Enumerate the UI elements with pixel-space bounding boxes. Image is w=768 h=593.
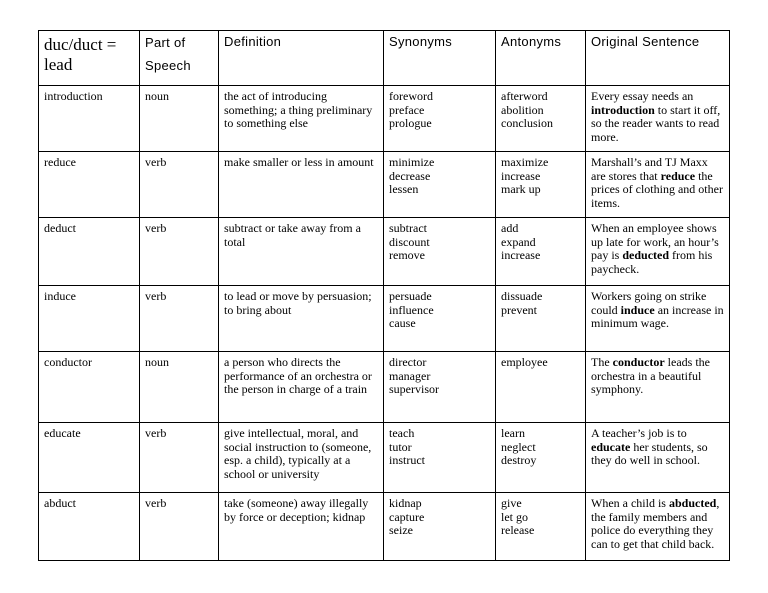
antonym-item: release bbox=[501, 523, 535, 537]
table-row bbox=[39, 493, 730, 561]
synonym-item: supervisor bbox=[389, 382, 439, 396]
word-cell: abduct bbox=[39, 493, 140, 561]
definition-cell: to lead or move by persuasion; to bring about bbox=[219, 286, 384, 352]
synonym-item: discount bbox=[389, 234, 430, 249]
sentence-text: an increase in minimum wage. bbox=[591, 302, 724, 330]
sentence-keyword: abducted bbox=[668, 496, 717, 510]
definition-cell: a person who directs the performance of an orchestra or the person in charge of a train bbox=[219, 352, 384, 423]
sentence-text: Workers going on strike could bbox=[591, 289, 707, 317]
synonyms-cell bbox=[384, 286, 496, 352]
word-cell: introduction bbox=[39, 86, 140, 152]
synonym-item: tutor bbox=[389, 439, 412, 454]
table-row bbox=[39, 152, 730, 218]
antonym-item: add bbox=[501, 221, 519, 235]
antonym-item: give bbox=[501, 496, 522, 510]
sentence-keyword: educate bbox=[591, 439, 631, 454]
synonym-item: seize bbox=[389, 523, 413, 537]
sentence-cell bbox=[586, 86, 730, 152]
table-row bbox=[39, 218, 730, 286]
word-cell: educate bbox=[39, 423, 140, 493]
sentence-text: , the family members and police do everything they can to get that child back. bbox=[591, 496, 720, 551]
antonyms-cell bbox=[496, 218, 586, 286]
sentence-cell bbox=[586, 352, 730, 423]
antonym-item: mark up bbox=[501, 182, 541, 196]
sentence-cell bbox=[586, 423, 730, 493]
synonym-item: teach bbox=[389, 426, 415, 440]
sentence-cell bbox=[586, 493, 730, 561]
sentence-keyword: reduce bbox=[660, 168, 696, 183]
sentence-keyword: introduction bbox=[591, 102, 655, 117]
synonyms-header: Synonyms bbox=[384, 31, 496, 86]
antonyms-cell bbox=[496, 493, 586, 561]
root-meaning: lead bbox=[44, 55, 73, 74]
definition-header: Definition bbox=[219, 31, 384, 86]
synonym-item: foreword bbox=[389, 89, 433, 103]
table-row bbox=[39, 86, 730, 152]
sentence-text: When an employee shows up late for work, an hour’s pay is bbox=[591, 221, 719, 262]
sentence-keyword: deducted bbox=[622, 248, 670, 262]
sentence-keyword: conductor bbox=[612, 355, 665, 369]
sentence-text: to start it off, so the reader wants to read more. bbox=[591, 102, 721, 144]
synonyms-cell bbox=[384, 352, 496, 423]
pos-cell: noun bbox=[140, 86, 219, 152]
sentence-text: When a child is bbox=[591, 496, 669, 510]
synonym-item: decrease bbox=[389, 168, 431, 183]
synonym-item: kidnap bbox=[389, 496, 422, 510]
word-cell: induce bbox=[39, 286, 140, 352]
sentence-text: Marshall’s and TJ Maxx are stores that bbox=[591, 155, 708, 183]
original-sentence-header: Original Sentence bbox=[586, 31, 730, 86]
synonym-item: subtract bbox=[389, 221, 427, 235]
synonym-item: minimize bbox=[389, 155, 435, 169]
synonyms-cell bbox=[384, 218, 496, 286]
sentence-keyword: induce bbox=[620, 302, 655, 317]
antonyms-cell bbox=[496, 152, 586, 218]
synonym-item: influence bbox=[389, 302, 434, 317]
antonyms-header: Antonyms bbox=[496, 31, 586, 86]
antonym-item: conclusion bbox=[501, 116, 553, 130]
pos-cell: verb bbox=[140, 286, 219, 352]
synonyms-cell bbox=[384, 86, 496, 152]
antonym-item: increase bbox=[501, 168, 541, 183]
antonym-item: let go bbox=[501, 509, 528, 524]
root-header bbox=[39, 31, 140, 86]
synonym-item: prologue bbox=[389, 116, 432, 130]
table-row bbox=[39, 286, 730, 352]
synonym-item: lessen bbox=[389, 182, 419, 196]
pos-cell: noun bbox=[140, 352, 219, 423]
sentence-text: Every essay needs an bbox=[591, 89, 694, 103]
synonym-item: capture bbox=[389, 509, 425, 524]
part-of-speech-header bbox=[140, 31, 219, 86]
sentence-cell bbox=[586, 218, 730, 286]
pos-header-line1: Part of bbox=[145, 35, 186, 50]
antonym-item: abolition bbox=[501, 102, 544, 117]
sentence-cell bbox=[586, 286, 730, 352]
synonym-item: preface bbox=[389, 102, 425, 117]
antonym-item: destroy bbox=[501, 453, 537, 467]
antonym-item: maximize bbox=[501, 155, 549, 169]
synonym-item: remove bbox=[389, 248, 425, 262]
antonyms-cell bbox=[496, 423, 586, 493]
synonym-item: manager bbox=[389, 368, 431, 383]
synonyms-cell bbox=[384, 423, 496, 493]
pos-cell: verb bbox=[140, 493, 219, 561]
word-cell: deduct bbox=[39, 218, 140, 286]
table-row bbox=[39, 423, 730, 493]
table-row bbox=[39, 352, 730, 423]
synonym-item: persuade bbox=[389, 289, 432, 303]
antonym-item: expand bbox=[501, 234, 536, 249]
sentence-text: the prices of clothing and other items. bbox=[591, 168, 723, 210]
word-cell: reduce bbox=[39, 152, 140, 218]
sentence-cell bbox=[586, 152, 730, 218]
sentence-text: from his paycheck. bbox=[591, 248, 713, 276]
sentence-text: leads the orchestra in a beautiful symphony. bbox=[591, 355, 710, 396]
word-cell: conductor bbox=[39, 352, 140, 423]
antonym-item: afterword bbox=[501, 89, 548, 103]
definition-cell: make smaller or less in amount bbox=[219, 152, 384, 218]
synonyms-cell bbox=[384, 152, 496, 218]
antonyms-cell bbox=[496, 86, 586, 152]
pos-header-line2: Speech bbox=[145, 58, 191, 73]
synonym-item: director bbox=[389, 355, 427, 369]
sentence-text: her students, so they do well in school. bbox=[591, 439, 708, 467]
pos-cell: verb bbox=[140, 218, 219, 286]
antonym-item: learn bbox=[501, 426, 525, 440]
definition-cell: give intellectual, moral, and social instruction to (someone, esp. a child), typically at a school or university bbox=[219, 423, 384, 493]
definition-cell: subtract or take away from a total bbox=[219, 218, 384, 286]
antonyms-cell bbox=[496, 352, 586, 423]
header-row bbox=[39, 31, 730, 86]
pos-cell: verb bbox=[140, 423, 219, 493]
synonyms-cell bbox=[384, 493, 496, 561]
root-label: duc/duct = bbox=[44, 35, 117, 54]
antonym-item: employee bbox=[501, 355, 548, 369]
definition-cell: take (someone) away illegally by force or deception; kidnap bbox=[219, 493, 384, 561]
antonym-item: prevent bbox=[501, 302, 537, 317]
sentence-text: The bbox=[591, 355, 613, 369]
definition-cell: the act of introducing something; a thing preliminary to something else bbox=[219, 86, 384, 152]
sentence-text: A teacher’s job is to bbox=[591, 426, 687, 440]
antonym-item: neglect bbox=[501, 439, 536, 454]
antonyms-cell bbox=[496, 286, 586, 352]
table-body bbox=[39, 86, 730, 561]
synonym-item: cause bbox=[389, 316, 416, 330]
antonym-item: increase bbox=[501, 248, 541, 262]
vocabulary-table bbox=[38, 30, 730, 561]
pos-cell: verb bbox=[140, 152, 219, 218]
antonym-item: dissuade bbox=[501, 289, 543, 303]
synonym-item: instruct bbox=[389, 453, 425, 467]
